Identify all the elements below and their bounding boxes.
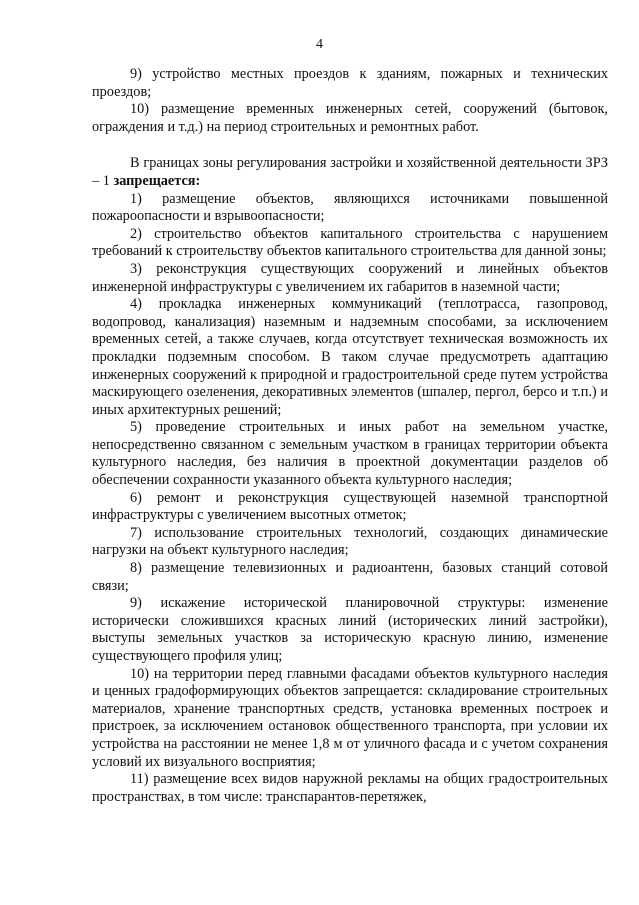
item-text: размещение временных инженерных сетей, сооружений (бытовок, ограждения и т.д.) на период строительных и ремонтных работ. [92, 101, 608, 135]
list-item [92, 101, 608, 136]
list-item [92, 771, 608, 806]
item-text: размещение телевизионных и радиоантенн, базовых станций сотовой связи; [92, 560, 609, 594]
item-text: искажение исторической планировочной структуры: изменение исторически сложившихся красных линий (исторических линий застройки), выступы земельных участков за историческую красную линию, изменение существующего профиля улиц; [92, 595, 608, 664]
list-item [92, 490, 608, 525]
item-number: 5) [130, 419, 142, 436]
item-text: ремонт и реконструкция существующей наземной транспортной инфраструктуры с увеличением высотных отметок; [92, 489, 609, 524]
item-number: 9) [130, 66, 142, 82]
document-body [92, 66, 608, 806]
item-text: на территории перед главными фасадами объектов культурного наследия и ценных градоформирующих объектов запрещается: складирование строительных материалов, хранение транспортных средств, установка временных построек и пристроек, за исключением остановок общественного транспорта, при условии их устройства на расстоянии не менее 1,8 м от уличного фасада и с учетом сохранения условий их визуального восприятия; [92, 665, 608, 770]
list-item [92, 595, 608, 665]
item-number: 6) [130, 489, 142, 506]
paragraph-gap [92, 136, 608, 155]
list-item [92, 666, 608, 772]
list-item [92, 66, 608, 101]
item-number: 2) [130, 225, 142, 242]
item-number: 1) [130, 190, 142, 207]
list-item [92, 296, 608, 419]
item-text: устройство местных проездов к зданиям, пожарных и технических проездов; [92, 66, 608, 100]
list-item [92, 191, 608, 226]
item-text: размещение объектов, являющихся источниками повышенной пожароопасности и взрывоопасности; [92, 190, 608, 225]
item-number: 7) [130, 524, 142, 541]
list-item [92, 419, 608, 489]
list-item [92, 261, 608, 296]
item-text: использование строительных технологий, создающих динамические нагрузки на объект культурного наследия; [92, 524, 608, 559]
item-number: 8) [130, 560, 142, 577]
page-number: 4 [316, 37, 323, 52]
item-text: проведение строительных и иных работ на земельном участке, непосредственно связанном с земельным участком в границах территории объекта культурного наследия, без наличия в проектной документации разделов об обеспечении сохранности указанного объекта культурного наследия; [92, 419, 608, 489]
item-number: 10) [130, 101, 150, 118]
zone-intro-text: В границах зоны регулирования застройки и хозяйственной деятельности ЗРЗ – 1 [92, 155, 608, 189]
list-item [92, 226, 608, 261]
item-text: размещение всех видов наружной рекламы на общих градостроительных пространствах, в том числе: транспарантов-перетяжек, [92, 771, 608, 805]
zone-intro-bold: запрещается: [113, 172, 201, 189]
item-text: строительство объектов капитального строительства с нарушением требований к строительству объектов капитального строительства для данной зоны; [92, 225, 608, 260]
item-number: 3) [130, 260, 142, 277]
list-item [92, 525, 608, 560]
item-number: 10) [130, 665, 150, 682]
item-text: прокладка инженерных коммуникаций (теплотрасса, газопровод, водопровод, канализация) наземным и надземным способами, за исключением временных сетей, а также случаев, когда отсутствует техническая возможность их прокладки подземным способом. В таком случае предусмотреть адаптацию инженерных сооружений к природной и градостроительной среде путем устройства маскирующего озеленения, декоративных элементов (шпалер, пергол, берсо и т.п.) и иных архитектурных решений; [92, 296, 608, 418]
item-number: 4) [130, 296, 142, 313]
zone-intro-paragraph [92, 155, 608, 190]
item-number: 11) [130, 771, 149, 788]
item-text: реконструкция существующих сооружений и линейных объектов инженерной инфраструктуры с увеличением их габаритов в наземной части; [92, 260, 609, 295]
list-item [92, 560, 608, 595]
item-number: 9) [130, 595, 142, 612]
